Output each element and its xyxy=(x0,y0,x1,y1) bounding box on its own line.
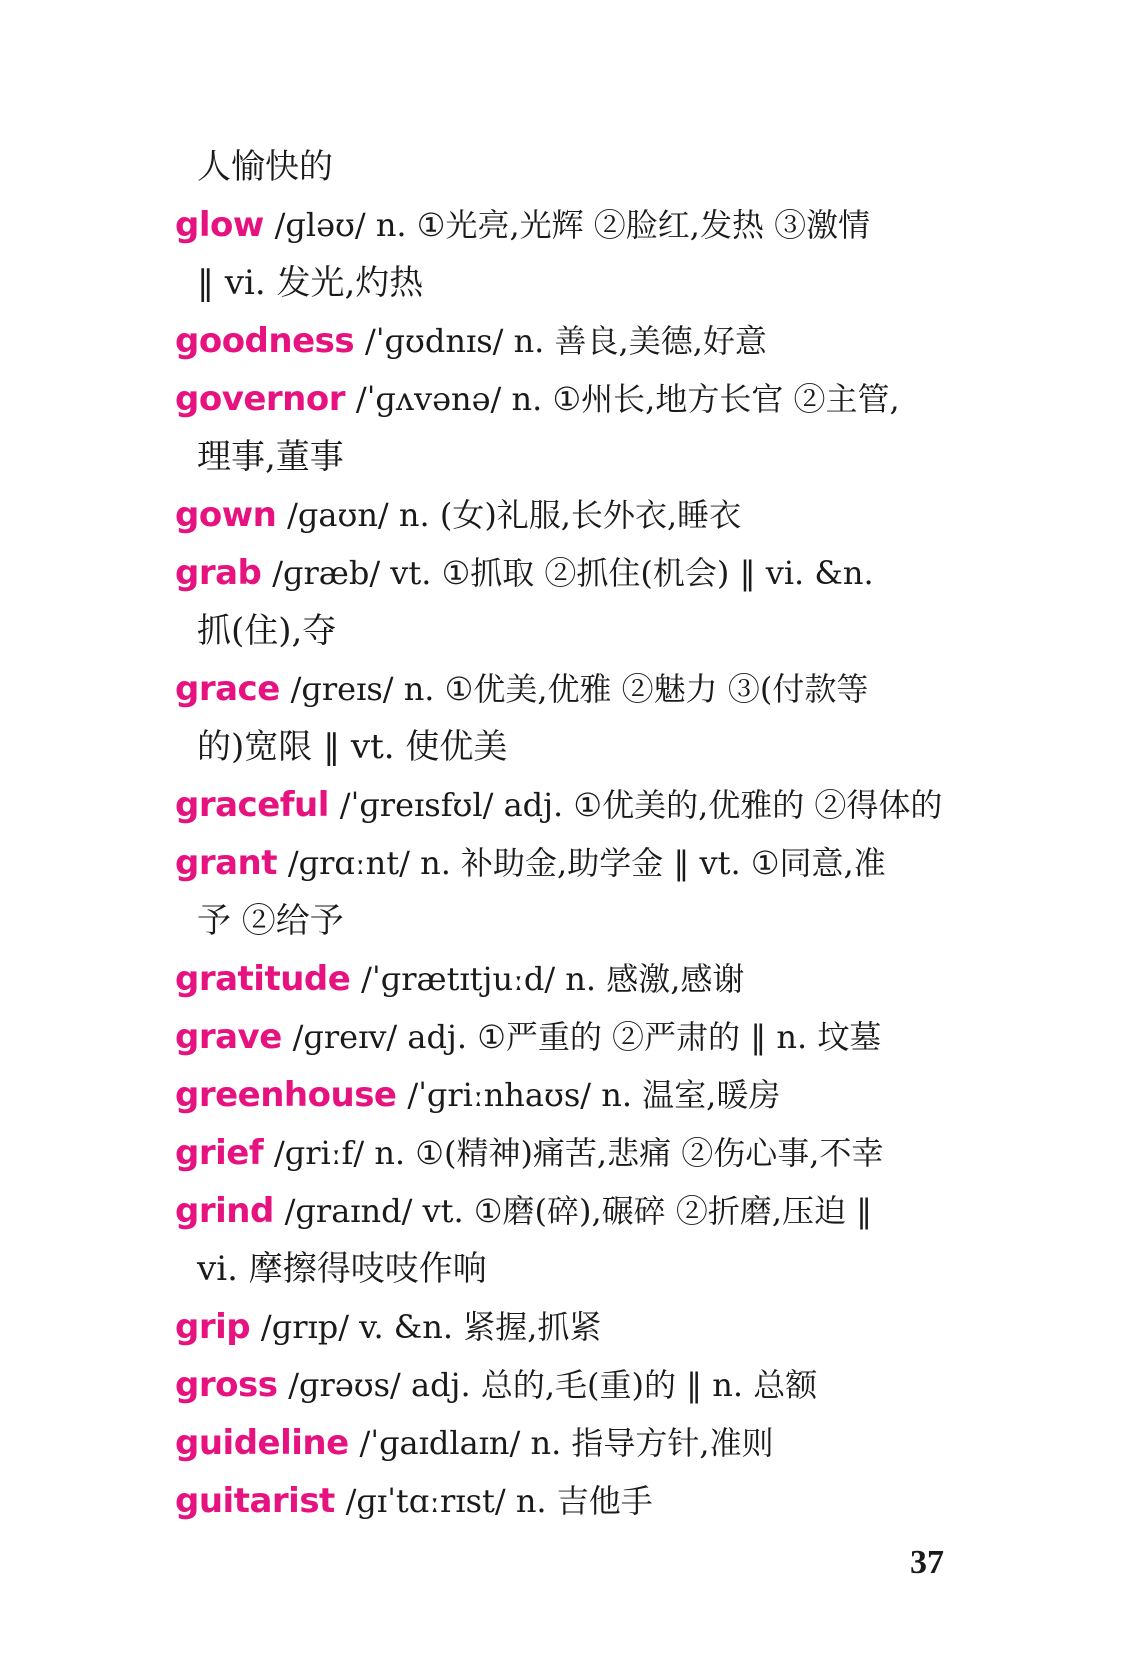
definition: /ˈɡʌvənə/ n. ①州长,地方长官 ②主管, xyxy=(355,380,900,418)
definition: /ˈɡreɪsfʊl/ adj. ①优美的,优雅的 ②得体的 xyxy=(339,786,943,824)
dictionary-entry xyxy=(175,660,975,718)
definition-continuation: ‖ vi. 发光,灼热 xyxy=(197,263,424,303)
definition: /ˈɡrætɪtjuːd/ n. 感激,感谢 xyxy=(361,960,745,998)
dictionary-page xyxy=(175,138,975,1530)
dictionary-entry xyxy=(175,312,975,370)
headword: grip xyxy=(175,1307,251,1347)
dictionary-entry xyxy=(175,196,975,254)
definition: /ɡriːf/ n. ①(精神)痛苦,悲痛 ②伤心事,不幸 xyxy=(273,1134,884,1172)
headword: glow xyxy=(175,205,264,245)
definition-continuation: vi. 摩擦得吱吱作响 xyxy=(197,1249,487,1289)
headword: gown xyxy=(175,495,277,535)
headword: grant xyxy=(175,843,278,883)
definition-continuation: 的)宽限 ‖ vt. 使优美 xyxy=(197,727,508,767)
definition: /ɡləʊ/ n. ①光亮,光辉 ②脸红,发热 ③激情 xyxy=(274,206,871,244)
headword: gratitude xyxy=(175,959,351,999)
headword: grab xyxy=(175,553,262,593)
definition: /ɡrɪp/ v. &n. 紧握,抓紧 xyxy=(260,1308,602,1346)
dictionary-entry xyxy=(175,1356,975,1414)
headword: grace xyxy=(175,669,280,709)
definition: /ɡaʊn/ n. (女)礼服,长外衣,睡衣 xyxy=(287,496,742,534)
headword: graceful xyxy=(175,785,329,825)
headword: guitarist xyxy=(175,1481,335,1521)
headword: gross xyxy=(175,1365,278,1405)
definition: /ɡɪˈtɑːrɪst/ n. 吉他手 xyxy=(345,1482,653,1520)
headword: grief xyxy=(175,1133,264,1173)
headword: grind xyxy=(175,1191,274,1231)
dictionary-entry xyxy=(175,834,975,892)
dictionary-entry xyxy=(175,1124,975,1182)
definition: /ˈɡʊdnɪs/ n. 善良,美德,好意 xyxy=(364,322,767,360)
dictionary-entry xyxy=(175,1066,975,1124)
dictionary-entry xyxy=(175,1298,975,1356)
definition: /ɡrəʊs/ adj. 总的,毛(重)的 ‖ n. 总额 xyxy=(288,1366,818,1404)
definition-continuation: 予 ②给予 xyxy=(197,901,344,941)
definition: /ɡraɪnd/ vt. ①磨(碎),碾碎 ②折磨,压迫 ‖ xyxy=(284,1192,873,1230)
continuation-line: 人愉快的 xyxy=(197,147,333,187)
dictionary-entry xyxy=(175,486,975,544)
dictionary-entry xyxy=(175,1472,975,1530)
headword: goodness xyxy=(175,321,355,361)
dictionary-entry xyxy=(175,370,975,428)
dictionary-entry xyxy=(175,950,975,1008)
headword: guideline xyxy=(175,1423,349,1463)
definition: /ˈɡriːnhaʊs/ n. 温室,暖房 xyxy=(407,1076,781,1114)
headword: greenhouse xyxy=(175,1075,397,1115)
dictionary-entry xyxy=(175,1414,975,1472)
dictionary-entry xyxy=(175,1182,975,1240)
definition: /ɡreɪv/ adj. ①严重的 ②严肃的 ‖ n. 坟墓 xyxy=(292,1018,882,1056)
headword: grave xyxy=(175,1017,282,1057)
entry-list xyxy=(175,196,975,1530)
dictionary-entry xyxy=(175,776,975,834)
definition-continuation: 理事,董事 xyxy=(197,437,344,477)
definition-continuation: 抓(住),夺 xyxy=(197,611,337,651)
definition: /ɡreɪs/ n. ①优美,优雅 ②魅力 ③(付款等 xyxy=(290,670,869,708)
dictionary-entry xyxy=(175,1008,975,1066)
definition: /ɡrɑːnt/ n. 补助金,助学金 ‖ vt. ①同意,准 xyxy=(287,844,886,882)
headword: governor xyxy=(175,379,346,419)
page-number: 37 xyxy=(910,1544,944,1581)
definition: /ˈɡaɪdlaɪn/ n. 指导方针,准则 xyxy=(359,1424,774,1462)
definition: /ɡræb/ vt. ①抓取 ②抓住(机会) ‖ vi. &n. xyxy=(272,554,874,592)
dictionary-entry xyxy=(175,544,975,602)
